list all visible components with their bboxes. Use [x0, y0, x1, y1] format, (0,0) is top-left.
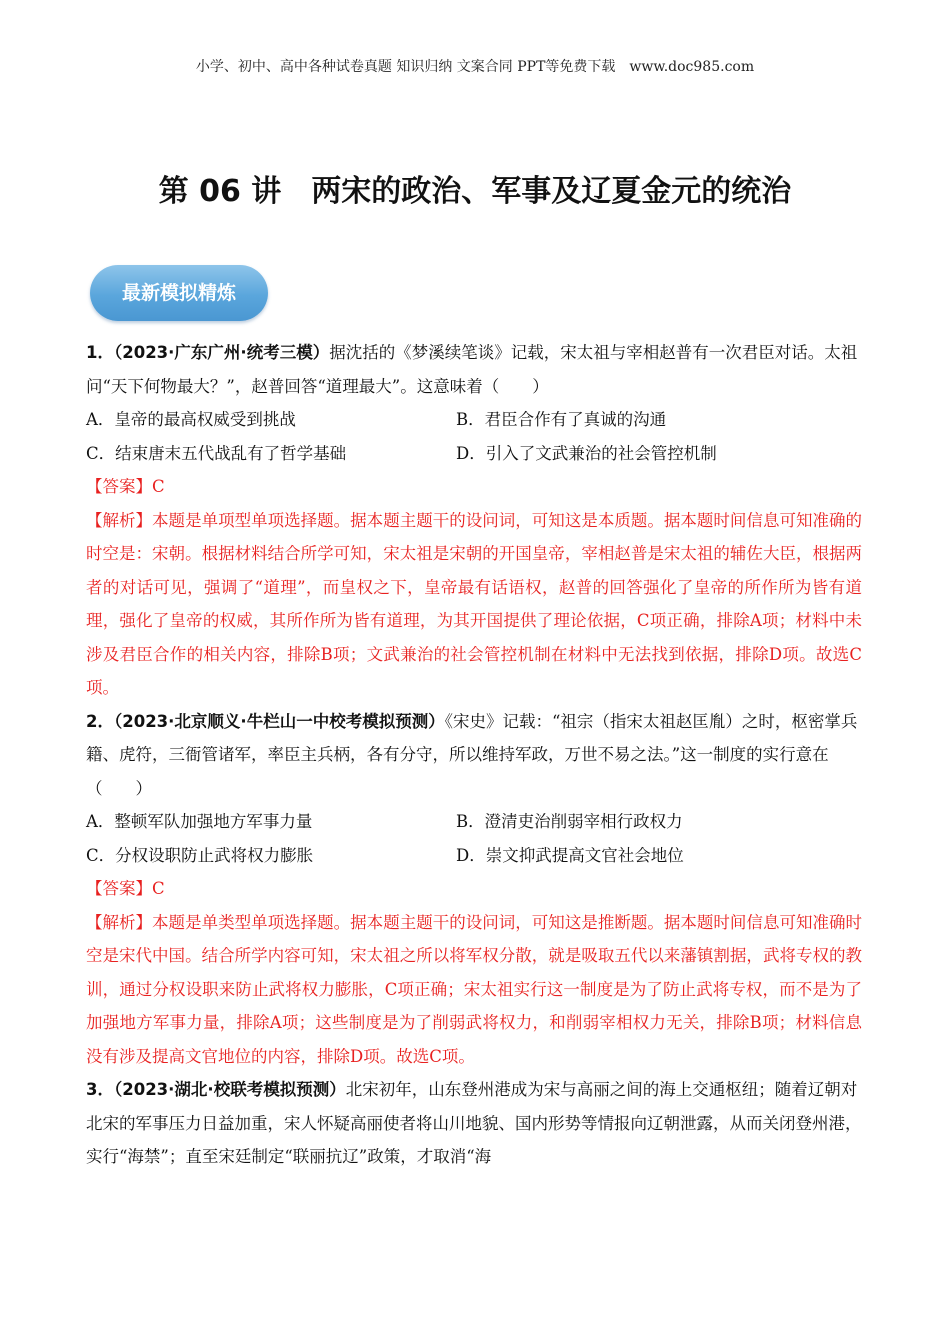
- question-stem: [86, 336, 862, 403]
- answer: 【答案】C: [86, 879, 165, 898]
- question-item: [86, 336, 862, 705]
- question-number: 1．: [86, 343, 114, 362]
- question-item: [86, 705, 862, 1074]
- question-text: 据沈括的《梦溪续笔谈》记载，宋太祖与宰相赵普有一次君臣对话。太祖问“天下何物最大？”，赵普回答“道理最大”。这意味着（ ）: [86, 343, 858, 396]
- lecture-number: 第 06 讲: [158, 174, 282, 209]
- option-c: C．分权设职防止武将权力膨胀: [86, 845, 314, 865]
- question-text: 《宋史》记载：“祖宗（指宋太祖赵匡胤）之时，枢密掌兵籍、虎符，三衙管诸军，率臣主兵柄，各有分守，所以维持军政，万世不易之法。”这一制度的实行意在（ ）: [86, 711, 858, 798]
- option-a: A．皇帝的最高权威受到挑战: [86, 410, 296, 429]
- header-site-link[interactable]: www.doc985.com: [629, 59, 755, 75]
- question-stem: [86, 705, 862, 806]
- lecture-topic: 两宋的政治、军事及辽夏金元的统治: [311, 174, 792, 209]
- answer: 【答案】C: [86, 477, 165, 496]
- question-source: （2023·北京顺义·牛栏山一中校考模拟预测）: [113, 711, 445, 731]
- question-number: 3．: [86, 1080, 114, 1099]
- analysis: 【解析】本题是单类型单项选择题。据本题主题干的设问词，可知这是推断题。据本题时间信息可知准确时空是宋代中国。结合所学内容可知，宋太祖之所以将军权分散，就是吸取五代以来藩镇割据，武将专权的教训，通过分权设职来防止武将权力膨胀，C项正确；宋太祖实行这一制度是为了防止武将专权，而不是为了加强地方军事力量，排除A项；这些制度是为了削弱武将权力，和削弱宰相权力无关，排除B项；材料信息没有涉及提高文官地位的内容，排除D项。故选C项。: [86, 912, 862, 1066]
- option-a: A．整顿军队加强地方军事力量: [86, 812, 313, 831]
- question-stem: [86, 1073, 862, 1174]
- question-source: （2023·湖北·校联考模拟预测）: [113, 1080, 346, 1099]
- header-text: 小学、初中、高中各种试卷真题 知识归纳 文案合同 PPT等免费下载: [195, 59, 616, 75]
- question-list: [86, 336, 862, 1174]
- section-badge: 最新模拟精炼: [90, 265, 268, 321]
- question-text: 北宋初年，山东登州港成为宋与高丽之间的海上交通枢纽；随着辽朝对北宋的军事压力日益加重，宋人怀疑高丽使者将山川地貌、国内形势等情报向辽朝泄露，从而关闭登州港，实行“海禁”；直至宋廷制定“联丽抗辽”政策，才取消“海: [86, 1080, 862, 1166]
- page-title: [0, 166, 950, 210]
- option-b: B．君臣合作有了真诚的沟通: [456, 410, 667, 429]
- option-d: D．崇文抑武提高文官社会地位: [456, 845, 684, 865]
- question-source: （2023·广东广州·统考三模）: [113, 343, 330, 362]
- analysis: 【解析】本题是单项型单项选择题。据本题主题干的设问词，可知这是本质题。据本题时间信息可知准确的时空是：宋朝。根据材料结合所学可知，宋太祖是宋朝的开国皇帝，宰相赵普是宋太祖的辅佐大臣，根据两者的对话可见，强调了“道理”，而皇权之下，皇帝最有话语权，赵普的回答强化了皇帝的所作所为皆有道理，强化了皇帝的权威，其所作所为皆有道理，为其开国提供了理论依据，C项正确，排除A项；材料中未涉及君臣合作的相关内容，排除B项；文武兼治的社会管控机制在材料中无法找到依据，排除D项。故选C项。: [86, 510, 862, 697]
- question-item: [86, 1073, 862, 1174]
- option-b: B．澄清吏治削弱宰相行政权力: [456, 812, 683, 831]
- option-list: [86, 403, 862, 470]
- page-header: [0, 56, 950, 76]
- option-list: [86, 805, 862, 872]
- question-number: 2．: [86, 711, 114, 731]
- option-d: D．引入了文武兼治的社会管控机制: [456, 443, 717, 463]
- option-c: C．结束唐末五代战乱有了哲学基础: [86, 443, 347, 463]
